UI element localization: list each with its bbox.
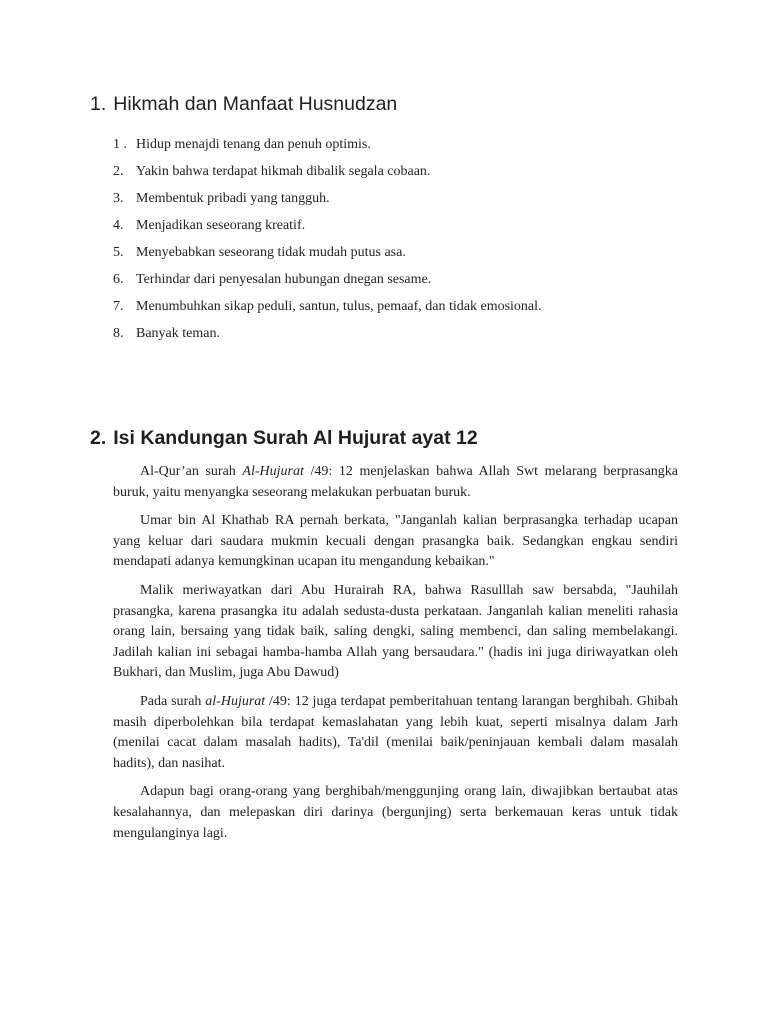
list-item-number: 7.	[113, 299, 124, 314]
list-item-number: 2.	[113, 164, 124, 179]
list-item	[113, 190, 693, 217]
list-item-number: 5.	[113, 245, 124, 260]
list-item-text: Hidup menajdi tenang dan penuh optimis.	[136, 137, 371, 152]
list-item-text: Menumbuhkan sikap peduli, santun, tulus, pemaaf, dan tidak emosional.	[136, 299, 542, 314]
list-item-text: Banyak teman.	[136, 326, 220, 341]
section-2-body	[113, 462, 678, 852]
list-item-number: 3.	[113, 191, 124, 206]
section-1-title: Hikmah dan Manfaat Husnudzan	[113, 93, 398, 115]
list-item-number: 8.	[113, 326, 124, 341]
section-2-heading	[90, 427, 478, 450]
surah-name: Al-Hujurat	[242, 464, 304, 479]
benefits-list	[113, 136, 693, 352]
paragraph-4-text-c: /49: 12 juga terdapat pemberitahuan tentang larangan berghibah. Ghibah masih diperbolehkan bila terdapat kemaslahatan yang lebih kuat, seperti misalnya dalam Jarh (menilai cacat dalam masalah hadits), Ta'dil (menilai baik/peninjauan kembali dalam masalah hadits), dan nasihat.	[113, 693, 678, 771]
paragraph-1-text-c: /49: 12 menjelaskan bahwa Allah Swt melarang berprasangka buruk, yaitu menyangka seseorang melakukan perbuatan buruk.	[113, 464, 679, 500]
surah-name: al-Hujurat	[205, 693, 266, 709]
list-item-number: 4.	[113, 218, 124, 233]
paragraph-4	[113, 692, 678, 774]
paragraph-3: Malik meriwayatkan dari Abu Hurairah RA, bahwa Rasulllah saw bersabda, "Jauhilah prasangka, karena prasangka itu adalah sedusta-dusta perkataan. Janganlah kalian meneliti rahasia orang lain, bersaing yang tidak baik, saling dengki, saling membenci, dan saling membelakangi. Jadilah kalian ini sebagai hamba-hamba Allah yang bersaudara." (hadis ini juga diriwayatkan oleh Bukhari, dan Muslim, juga Abu Dawud)	[113, 582, 678, 681]
list-item-text: Terhindar dari penyesalan hubungan dnegan sesame.	[136, 272, 432, 287]
list-item	[113, 136, 693, 163]
list-item	[113, 271, 693, 298]
list-item-text: Menyebabkan seseorang tidak mudah putus asa.	[136, 245, 406, 260]
list-item-text: Yakin bahwa terdapat hikmah dibalik segala cobaan.	[136, 164, 431, 179]
section-2-number: 2.	[90, 427, 107, 449]
list-item	[113, 217, 693, 244]
section-2-title: Isi Kandungan Surah Al Hujurat ayat 12	[113, 427, 478, 449]
list-item	[113, 298, 693, 325]
paragraph-5: Adapun bagi orang-orang yang berghibah/menggunjing orang lain, diwajibkan bertaubat atas kesalahannya, dan melepaskan diri darinya (bergunjing) serta berkemauan keras untuk tidak mengulanginya lagi.	[113, 784, 678, 841]
paragraph-1	[113, 462, 678, 503]
paragraph-2: Umar bin Al Khathab RA pernah berkata, "Janganlah kalian berprasangka terhadap ucapan yang keluar dari saudara mukmin kecuali dengan prasangka baik. Sedangkan engkau sendiri mendapati adanya kemungkinan ucapan itu mengandung kebaikan."	[113, 513, 678, 570]
list-item-text: Membentuk pribadi yang tangguh.	[136, 191, 330, 206]
list-item-number: 6.	[113, 272, 124, 287]
section-1-number: 1.	[90, 93, 107, 115]
list-item-number: 1 .	[113, 137, 127, 152]
list-item-text: Menjadikan seseorang kreatif.	[136, 218, 306, 233]
list-item	[113, 163, 693, 190]
paragraph-4-text-a: Pada surah	[140, 693, 206, 709]
paragraph-1-text-a: Al-Qur’an surah	[140, 464, 243, 479]
section-1-heading	[90, 93, 397, 116]
list-item	[113, 325, 693, 352]
list-item	[113, 244, 693, 271]
